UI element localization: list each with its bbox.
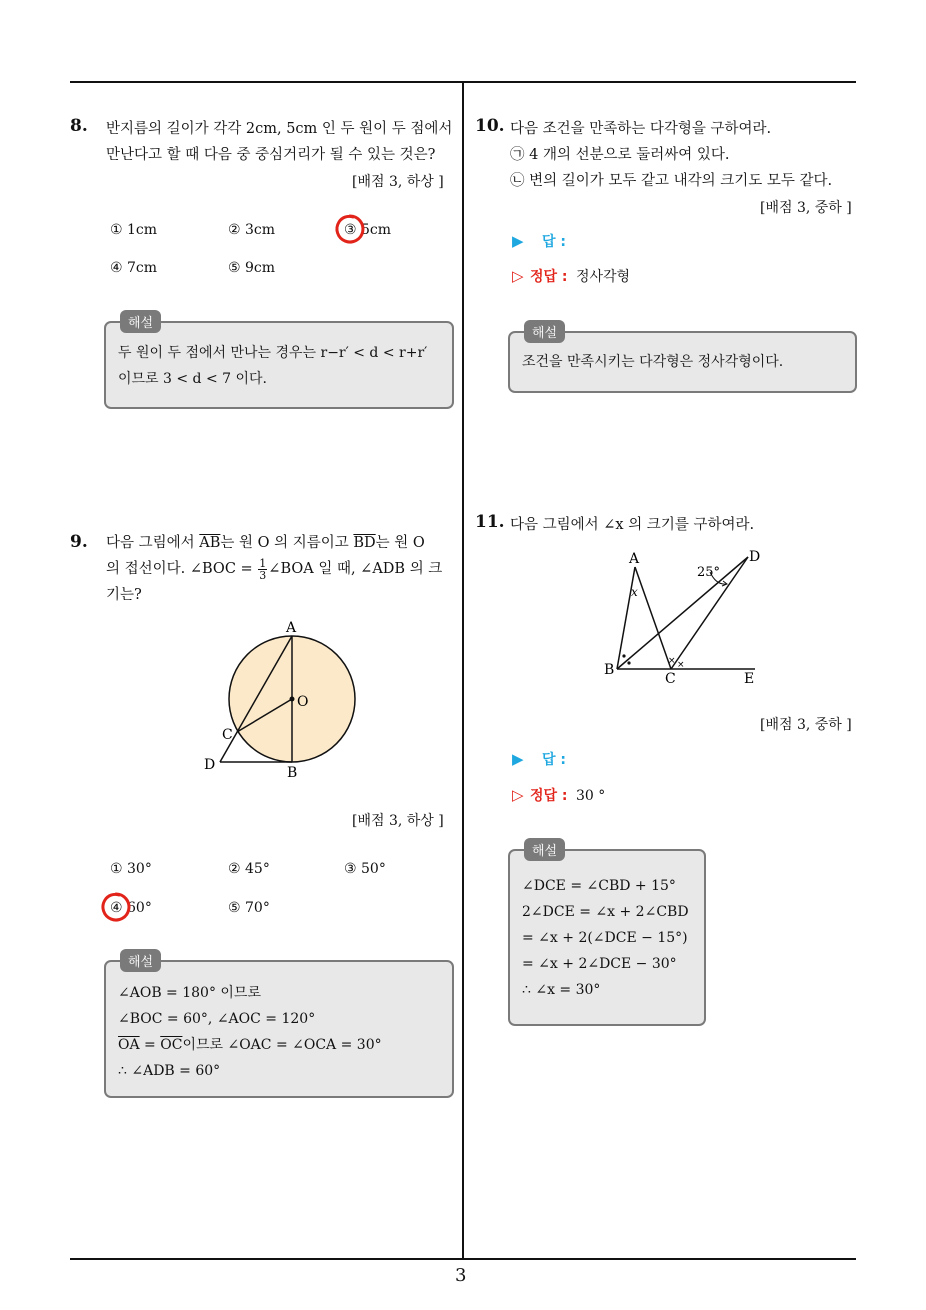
q8-option-4[interactable]: ④ 7cm [110,260,158,276]
q11-solution-line1: ∠DCE = ∠CBD + 15° [522,878,676,894]
q9-frac-num: 1 [259,556,267,570]
q9-line2-b: ∠BOA 일 때, ∠ADB 의 크 [268,561,443,577]
q9-number: 9. [70,532,88,552]
q9-meta: [배점 3, 하상 ] [352,813,444,829]
q9-segment-bd: $\overline{BD}$ [353,535,376,551]
q9-segment-ab: $\overline{AB}$ [199,535,221,551]
q11-cross-mark-1: × [668,656,676,666]
q9-label-o: O [297,694,309,710]
q8-stem [106,116,458,168]
q8-meta: [배점 3, 하상 ] [352,174,444,190]
q9-line1 [106,530,458,556]
q10-number: 10. [475,116,505,136]
q9-option-3[interactable]: ③ 50° [344,861,386,877]
q9-solution-tag: 해설 [120,949,161,972]
q9-fraction [258,558,267,581]
q11-answer-arrow-icon: ▶ [512,750,524,768]
q11-solution-text [522,873,702,1003]
q8-solution-text [118,340,448,392]
q9-solution-text [118,980,448,1084]
q11-correct-arrow-icon: ▷ [512,786,524,804]
q11-line-ba [617,567,635,669]
q10-line1: 다음 조건을 만족하는 다각형을 구하여라. [510,121,772,137]
q10-solution-line1: 조건을 만족시키는 다각형은 정사각형이다. [522,354,784,370]
q10-stem [510,116,860,194]
q9-solution-line1: ∠AOB = 180° 이므로 [118,985,261,1001]
q11-correct-row [512,785,605,805]
q10-answer-label: 답 : [542,234,566,250]
q8-option-5[interactable]: ⑤ 9cm [228,260,276,276]
q11-answer-label: 답 : [542,752,566,768]
q11-bisect-dot-1 [622,654,625,657]
q10-correct-row [512,266,630,286]
q11-label-a: A [629,551,640,567]
q8-solution-tag: 해설 [120,310,161,333]
q10-meta: [배점 3, 중하 ] [760,200,852,216]
q9-solution-eq: = [139,1037,161,1053]
q9-figure [195,615,370,785]
q10-cond1: ㉠ 4 개의 선분으로 둘러싸여 있다. [510,147,730,163]
q9-solution-line2-prefix: ∠ [118,1011,130,1027]
q11-number: 11. [475,512,505,532]
q11-line-ac [635,567,671,669]
q9-label-b: B [287,765,298,781]
q11-figure [595,545,770,690]
q9-label-c: C [222,727,233,743]
q8-line1: 반지름의 길이가 각각 2cm, 5cm 인 두 원이 두 점에서 [106,121,453,137]
q9-solution-oc: $\overline{OC}$ [160,1037,183,1053]
q11-correct-label: 정답 : [530,788,568,804]
q11-label-angle: 25° [697,565,721,580]
q9-solution-line2 [118,1006,448,1032]
q11-solution-line2: 2∠DCE = ∠x + 2∠CBD [522,904,689,920]
q8-option-3[interactable]: ③ 5cm [344,222,392,238]
q11-label-b: B [604,662,615,678]
q11-correct-value: 30 ° [575,788,606,804]
q9-answer-mark-icon [100,891,132,923]
q9-label-a: A [286,620,297,636]
q8-line2: 만난다고 할 때 다음 중 중심거리가 될 수 있는 것은? [106,147,436,163]
q9-solution-line3 [118,1032,448,1058]
q9-option-5[interactable]: ⑤ 70° [228,900,270,916]
q8-solution-line1: 두 원이 두 점에서 만나는 경우는 r−r′ < d < r+r′ [118,345,428,361]
q10-correct-value: 정사각형 [575,269,631,285]
q10-answer-arrow-icon: ▶ [512,232,524,250]
q9-frac-den: 3 [259,568,267,582]
q9-solution-line3-rest: 이므로 ∠OAC = ∠OCA = 30° [182,1037,382,1053]
bottom-rule [70,1258,856,1260]
q9-solution-line2-text: BOC = 60°, ∠AOC = 120° [129,1011,316,1027]
q8-solution-line2: 이므로 3 < d < 7 이다. [118,371,268,387]
q9-line2-a: 의 접선이다. ∠BOC = [106,561,253,577]
column-divider [462,83,464,1259]
q11-answer-row[interactable] [512,749,566,769]
q10-cond2: ㉡ 변의 길이가 모두 같고 내각의 크기도 모두 같다. [510,173,833,189]
q11-meta: [배점 3, 중하 ] [760,717,852,733]
q10-correct-arrow-icon: ▷ [512,267,524,285]
q9-option-4[interactable]: ④ 60° [110,900,152,916]
q11-label-x: x [631,585,638,599]
q9-center-dot [290,697,295,702]
q11-line1: 다음 그림에서 ∠x 의 크기를 구하여라. [510,517,755,533]
q11-cross-mark-2: × [677,660,685,670]
q9-option-1[interactable]: ① 30° [110,861,152,877]
q11-solution-tag: 해설 [524,838,565,861]
q11-bisect-dot-2 [627,661,630,664]
q10-correct-label: 정답 : [530,269,568,285]
q8-number: 8. [70,116,88,136]
q11-solution-line4: = ∠x + 2∠DCE − 30° [522,956,677,972]
q9-solution-line4: ∴ ∠ADB = 60° [118,1063,221,1079]
q9-label-d: D [204,757,216,773]
q8-answer-mark-icon [334,213,366,245]
q9-line1-b: 는 원 O 의 지름이고 [220,535,349,551]
q10-solution-tag: 해설 [524,320,565,343]
q9-line3: 기는? [106,587,142,603]
q11-solution-line3: = ∠x + 2(∠DCE − 15°) [522,930,688,946]
q9-line2 [106,556,458,582]
page-number: 3 [455,1265,467,1286]
q11-solution-line5: ∴ ∠x = 30° [522,982,601,998]
q11-label-c: C [665,671,676,687]
q11-label-d: D [749,549,761,565]
q9-line1-c: 는 원 O [375,535,425,551]
q10-answer-row[interactable] [512,231,566,251]
q9-line1-a: 다음 그림에서 [106,535,195,551]
q9-option-2[interactable]: ② 45° [228,861,270,877]
q9-solution-oa: $\overline{OA}$ [118,1037,140,1053]
q9-stem [106,530,458,608]
q8-option-1[interactable]: ① 1cm [110,222,158,238]
q11-label-e: E [744,671,755,687]
q8-option-2[interactable]: ② 3cm [228,222,276,238]
